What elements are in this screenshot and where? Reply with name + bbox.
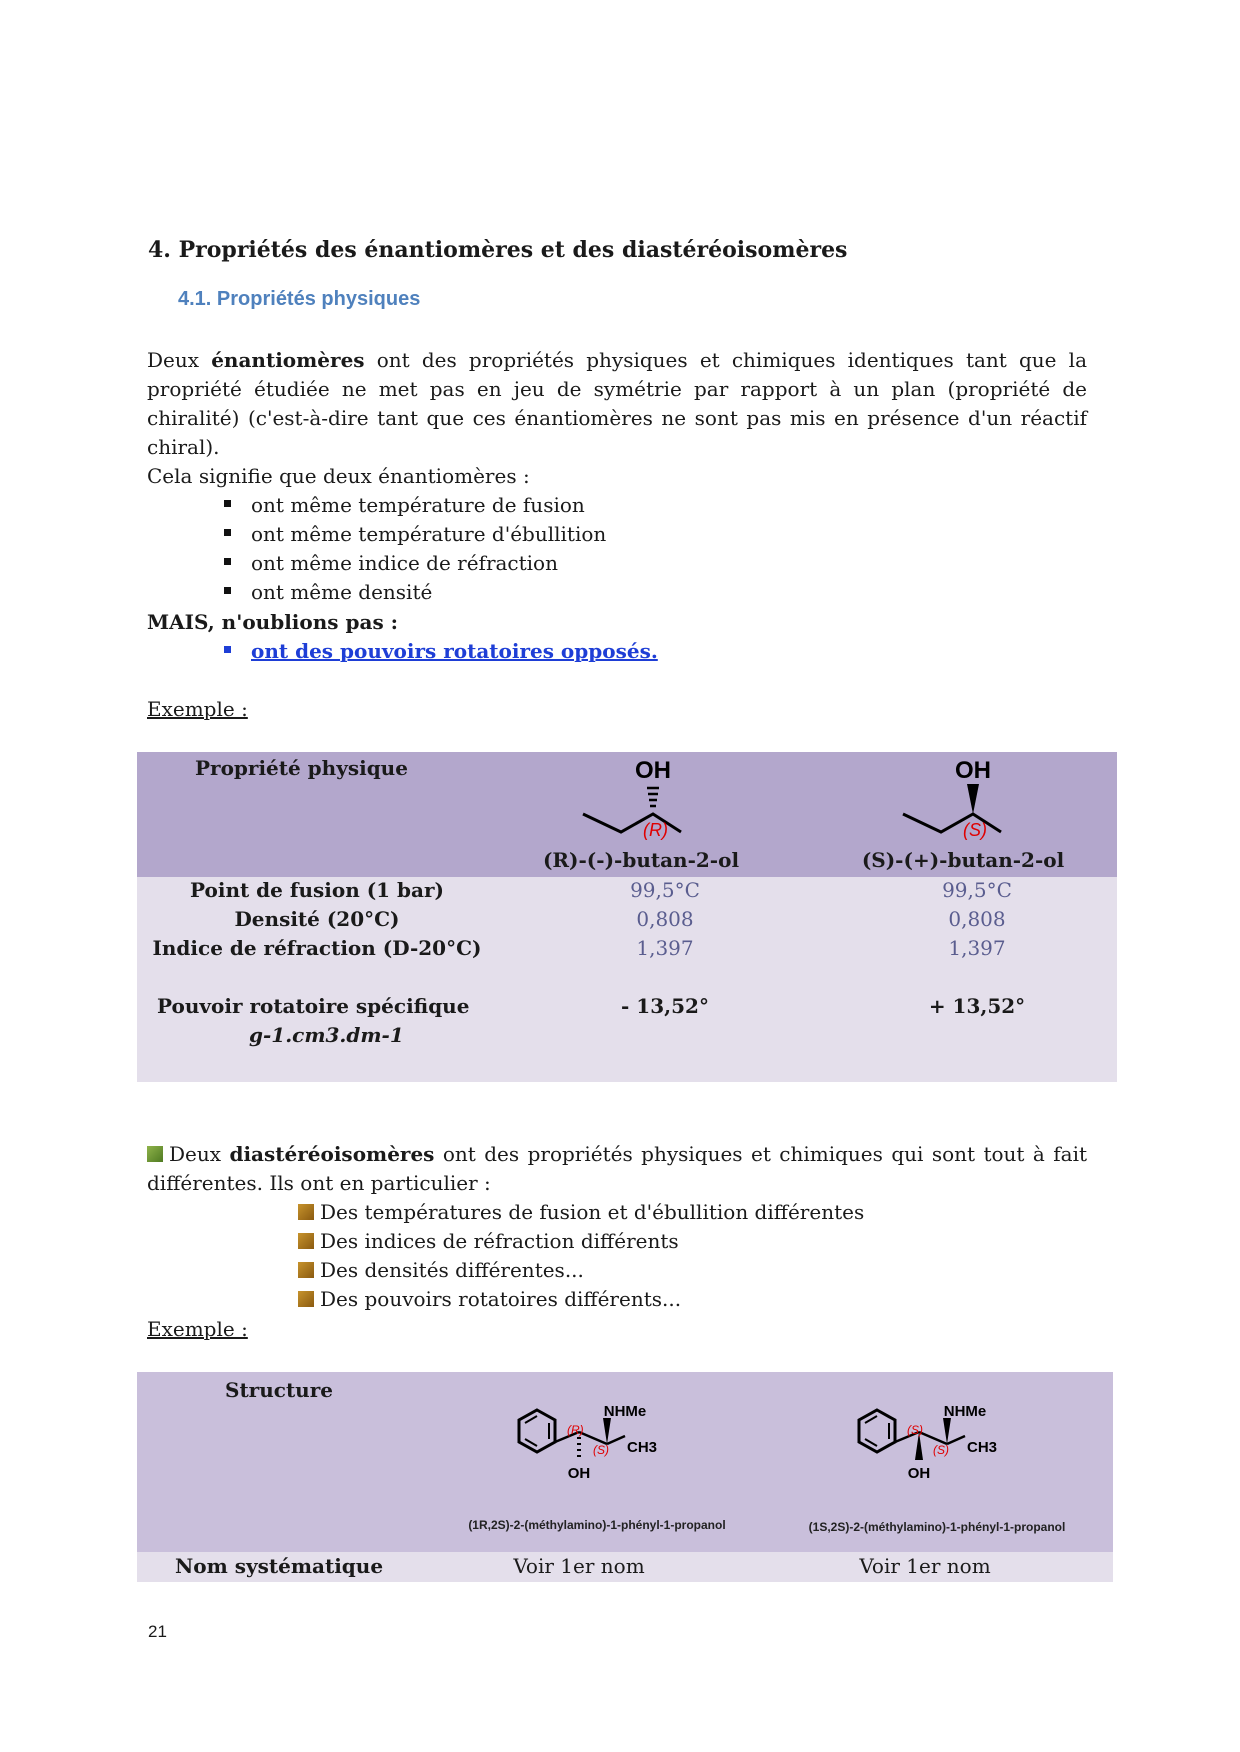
orange-bullet-icon bbox=[298, 1262, 314, 1278]
row-value-r: 99,5°C bbox=[630, 878, 700, 902]
row-value-1: Voir 1er nom bbox=[513, 1554, 645, 1578]
systematic-name-row bbox=[137, 1552, 1113, 1582]
list-item: ont même température d'ébullition bbox=[224, 520, 606, 549]
subsection-title: 4.1. Propriétés physiques bbox=[178, 288, 421, 310]
row-value-s: 99,5°C bbox=[942, 878, 1012, 902]
list-item: Des densités différentes... bbox=[298, 1256, 584, 1285]
nhme-label: NHMe bbox=[943, 1403, 987, 1420]
list-item: Des indices de réfraction différents bbox=[298, 1227, 679, 1256]
mol-2-name: (1S,2S)-2-(méthylamino)-1-phényl-1-propanol bbox=[808, 1520, 1066, 1534]
stereo-descriptor-2: (S) bbox=[933, 1443, 949, 1457]
orange-bullet-icon bbox=[298, 1204, 314, 1220]
mol-r-name: (R)-(-)-butan-2-ol bbox=[542, 848, 740, 872]
bullet-icon bbox=[224, 558, 231, 565]
bullet-icon bbox=[224, 500, 231, 507]
ch3-label: CH3 bbox=[627, 1439, 658, 1456]
mol-s-name: (S)-(+)-butan-2-ol bbox=[861, 848, 1065, 872]
list-item: ont même indice de réfraction bbox=[224, 549, 558, 578]
row-value-r: 0,808 bbox=[636, 907, 694, 931]
list-item: Des températures de fusion et d'ébullition différentes bbox=[298, 1198, 864, 1227]
oh-label: OH bbox=[635, 757, 671, 784]
rotation-value-r: - 13,52° bbox=[621, 994, 709, 1018]
molecule-s-butan-2-ol bbox=[897, 752, 1037, 844]
header-label: Propriété physique bbox=[195, 756, 408, 780]
rotation-unit: g-1.cm3.dm-1 bbox=[249, 1023, 404, 1047]
row-value-2: Voir 1er nom bbox=[859, 1554, 991, 1578]
rotation-label: Pouvoir rotatoire spécifique bbox=[157, 994, 470, 1018]
structure-table bbox=[137, 1372, 1113, 1552]
row-value-s: 1,397 bbox=[948, 936, 1006, 960]
oh-label: OH bbox=[955, 757, 991, 784]
key-point-link[interactable]: ont des pouvoirs rotatoires opposés. bbox=[251, 639, 658, 663]
row-value-s: 0,808 bbox=[948, 907, 1006, 931]
row-value-r: 1,397 bbox=[636, 936, 694, 960]
bullet-icon bbox=[224, 529, 231, 536]
stereo-descriptor-1: (S) bbox=[907, 1423, 923, 1437]
list-item: ont même température de fusion bbox=[224, 491, 585, 520]
key-point bbox=[224, 637, 658, 666]
mais-note: MAIS, n'oublions pas : bbox=[147, 610, 399, 634]
stereo-descriptor: (S) bbox=[963, 820, 987, 840]
row-label: Point de fusion (1 bar) bbox=[190, 878, 444, 902]
oh-label: OH bbox=[907, 1465, 931, 1482]
example-label: Exemple : bbox=[147, 1317, 248, 1341]
nhme-label: NHMe bbox=[603, 1403, 647, 1420]
enantiomers-intro: Deux énantiomères ont des propriétés physiques et chimiques identiques tant que la propriété étudiée ne met pas en jeu de symétrie par rapport à un plan (propriété de chiralité) (c'est-à-dire tant que ces énantiomères ne sont pas mis en présence d'un réactif chiral). bbox=[147, 348, 1087, 459]
row-label: Nom systématique bbox=[175, 1554, 384, 1578]
list-item: Des pouvoirs rotatoires différents... bbox=[298, 1285, 681, 1314]
row-label: Densité (20°C) bbox=[234, 907, 400, 931]
orange-bullet-icon bbox=[298, 1233, 314, 1249]
example-label: Exemple : bbox=[147, 697, 248, 721]
molecule-1r2s bbox=[507, 1400, 677, 1498]
green-bullet-icon bbox=[147, 1146, 163, 1162]
page-number: 21 bbox=[148, 1622, 167, 1641]
bullet-icon bbox=[224, 646, 231, 653]
oh-label: OH bbox=[567, 1465, 591, 1482]
stereo-descriptor: (R) bbox=[643, 820, 668, 840]
mol-1-name: (1R,2S)-2-(méthylamino)-1-phényl-1-propanol bbox=[468, 1518, 726, 1532]
properties-table bbox=[137, 752, 1117, 1082]
stereo-descriptor-2: (S) bbox=[593, 1443, 609, 1457]
header-label: Structure bbox=[225, 1378, 333, 1402]
stereo-descriptor-1: (R) bbox=[567, 1423, 584, 1437]
orange-bullet-icon bbox=[298, 1291, 314, 1307]
list-item: ont même densité bbox=[224, 578, 432, 607]
molecule-r-butan-2-ol bbox=[577, 752, 717, 844]
diastereo-intro: Deux diastéréoisomères ont des propriétés physiques et chimiques qui sont tout à fait différentes. Ils ont en particulier : bbox=[147, 1142, 1088, 1195]
molecule-1s2s bbox=[847, 1400, 1017, 1498]
term-enantiomeres: énantiomères bbox=[211, 348, 365, 372]
ch3-label: CH3 bbox=[967, 1439, 998, 1456]
cela-signifie: Cela signifie que deux énantiomères : bbox=[147, 464, 530, 488]
rotation-value-s: + 13,52° bbox=[928, 994, 1026, 1018]
section-title: 4. Propriétés des énantiomères et des diastéréoisomères bbox=[148, 237, 848, 263]
bullet-icon bbox=[224, 587, 231, 594]
row-label: Indice de réfraction (D-20°C) bbox=[152, 936, 482, 960]
term-diastereoisomeres: diastéréoisomères bbox=[229, 1142, 435, 1166]
